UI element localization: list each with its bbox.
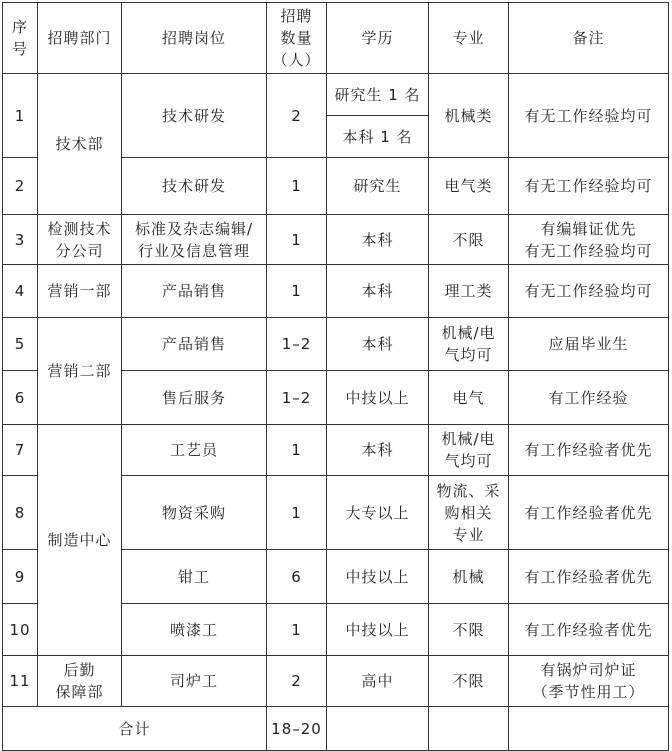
header-row (3, 3, 669, 74)
row-edu: 本科 (327, 318, 429, 371)
row-seq: 9 (3, 550, 38, 604)
row-count: 1 (267, 265, 327, 318)
row-position: 工艺员 (122, 425, 267, 476)
row-edu: 本科 1 名 (327, 116, 429, 158)
row-major: 理工类 (429, 265, 509, 318)
row-seq: 6 (3, 371, 38, 425)
header-position: 招聘岗位 (122, 3, 267, 74)
table-row (3, 656, 669, 707)
row-note: 有工作经验者优先 (509, 476, 669, 550)
row-edu: 本科 (327, 425, 429, 476)
row-dept: 检测技术 分公司 (38, 215, 122, 265)
row-count: 1 (267, 604, 327, 656)
row-count: 6 (267, 550, 327, 604)
row-major: 不限 (429, 215, 509, 265)
row-note: 有无工作经验均可 (509, 265, 669, 318)
row-dept: 制造中心 (38, 425, 122, 656)
total-note-empty (509, 707, 669, 751)
row-seq: 11 (3, 656, 38, 707)
row-note: 有编辑证优先 有无工作经验均可 (509, 215, 669, 265)
header-edu: 学历 (327, 3, 429, 74)
row-position: 标准及杂志编辑/ 行业及信息管理 (122, 215, 267, 265)
row-note: 有工作经验者优先 (509, 604, 669, 656)
row-dept: 后勤 保障部 (38, 656, 122, 707)
header-count: 招聘 数量 （人） (267, 3, 327, 74)
table-row (3, 215, 669, 265)
row-edu: 中技以上 (327, 550, 429, 604)
row-count: 1 (267, 158, 327, 215)
total-label: 合计 (3, 707, 267, 751)
recruitment-table (2, 2, 669, 751)
row-edu: 中技以上 (327, 371, 429, 425)
row-note: 有无工作经验均可 (509, 74, 669, 158)
row-edu: 本科 (327, 215, 429, 265)
row-position: 钳工 (122, 550, 267, 604)
row-position: 物资采购 (122, 476, 267, 550)
row-major: 机械类 (429, 74, 509, 158)
row-edu: 高中 (327, 656, 429, 707)
row-count: 1–2 (267, 318, 327, 371)
total-edu-empty (327, 707, 429, 751)
row-count: 1 (267, 215, 327, 265)
row-count: 1–2 (267, 371, 327, 425)
row-position: 产品销售 (122, 265, 267, 318)
row-count: 2 (267, 74, 327, 158)
row-seq: 5 (3, 318, 38, 371)
row-note: 有锅炉司炉证 （季节性用工） (509, 656, 669, 707)
total-major-empty (429, 707, 509, 751)
row-note: 有无工作经验均可 (509, 158, 669, 215)
row-count: 1 (267, 425, 327, 476)
row-major: 机械 (429, 550, 509, 604)
header-note: 备注 (509, 3, 669, 74)
row-note: 有工作经验者优先 (509, 550, 669, 604)
row-seq: 7 (3, 425, 38, 476)
row-note: 有工作经验 (509, 371, 669, 425)
row-position: 技术研发 (122, 158, 267, 215)
table-row (3, 318, 669, 371)
row-position: 司炉工 (122, 656, 267, 707)
row-position: 喷漆工 (122, 604, 267, 656)
table-row (3, 74, 669, 116)
row-count: 2 (267, 656, 327, 707)
row-dept: 营销二部 (38, 318, 122, 425)
row-dept: 营销一部 (38, 265, 122, 318)
row-edu: 本科 (327, 265, 429, 318)
row-position: 技术研发 (122, 74, 267, 158)
header-seq: 序 号 (3, 3, 38, 74)
row-seq: 4 (3, 265, 38, 318)
table-row (3, 265, 669, 318)
total-count: 18–20 (267, 707, 327, 751)
row-count: 1 (267, 476, 327, 550)
table-row (3, 425, 669, 476)
row-major: 不限 (429, 656, 509, 707)
header-dept: 招聘部门 (38, 3, 122, 74)
row-edu: 研究生 1 名 (327, 74, 429, 116)
header-major: 专业 (429, 3, 509, 74)
row-edu: 研究生 (327, 158, 429, 215)
row-edu: 中技以上 (327, 604, 429, 656)
row-seq: 10 (3, 604, 38, 656)
row-major: 不限 (429, 604, 509, 656)
row-dept: 技术部 (38, 74, 122, 215)
row-major: 电气 (429, 371, 509, 425)
row-major: 电气类 (429, 158, 509, 215)
row-seq: 2 (3, 158, 38, 215)
row-note: 应届毕业生 (509, 318, 669, 371)
row-seq: 8 (3, 476, 38, 550)
row-major: 机械/电 气均可 (429, 318, 509, 371)
row-major: 物流、采 购相关 专业 (429, 476, 509, 550)
row-edu: 大专以上 (327, 476, 429, 550)
row-seq: 3 (3, 215, 38, 265)
row-note: 有工作经验者优先 (509, 425, 669, 476)
total-row (3, 707, 669, 751)
row-position: 产品销售 (122, 318, 267, 371)
row-seq: 1 (3, 74, 38, 158)
row-major: 机械/电 气均可 (429, 425, 509, 476)
row-position: 售后服务 (122, 371, 267, 425)
